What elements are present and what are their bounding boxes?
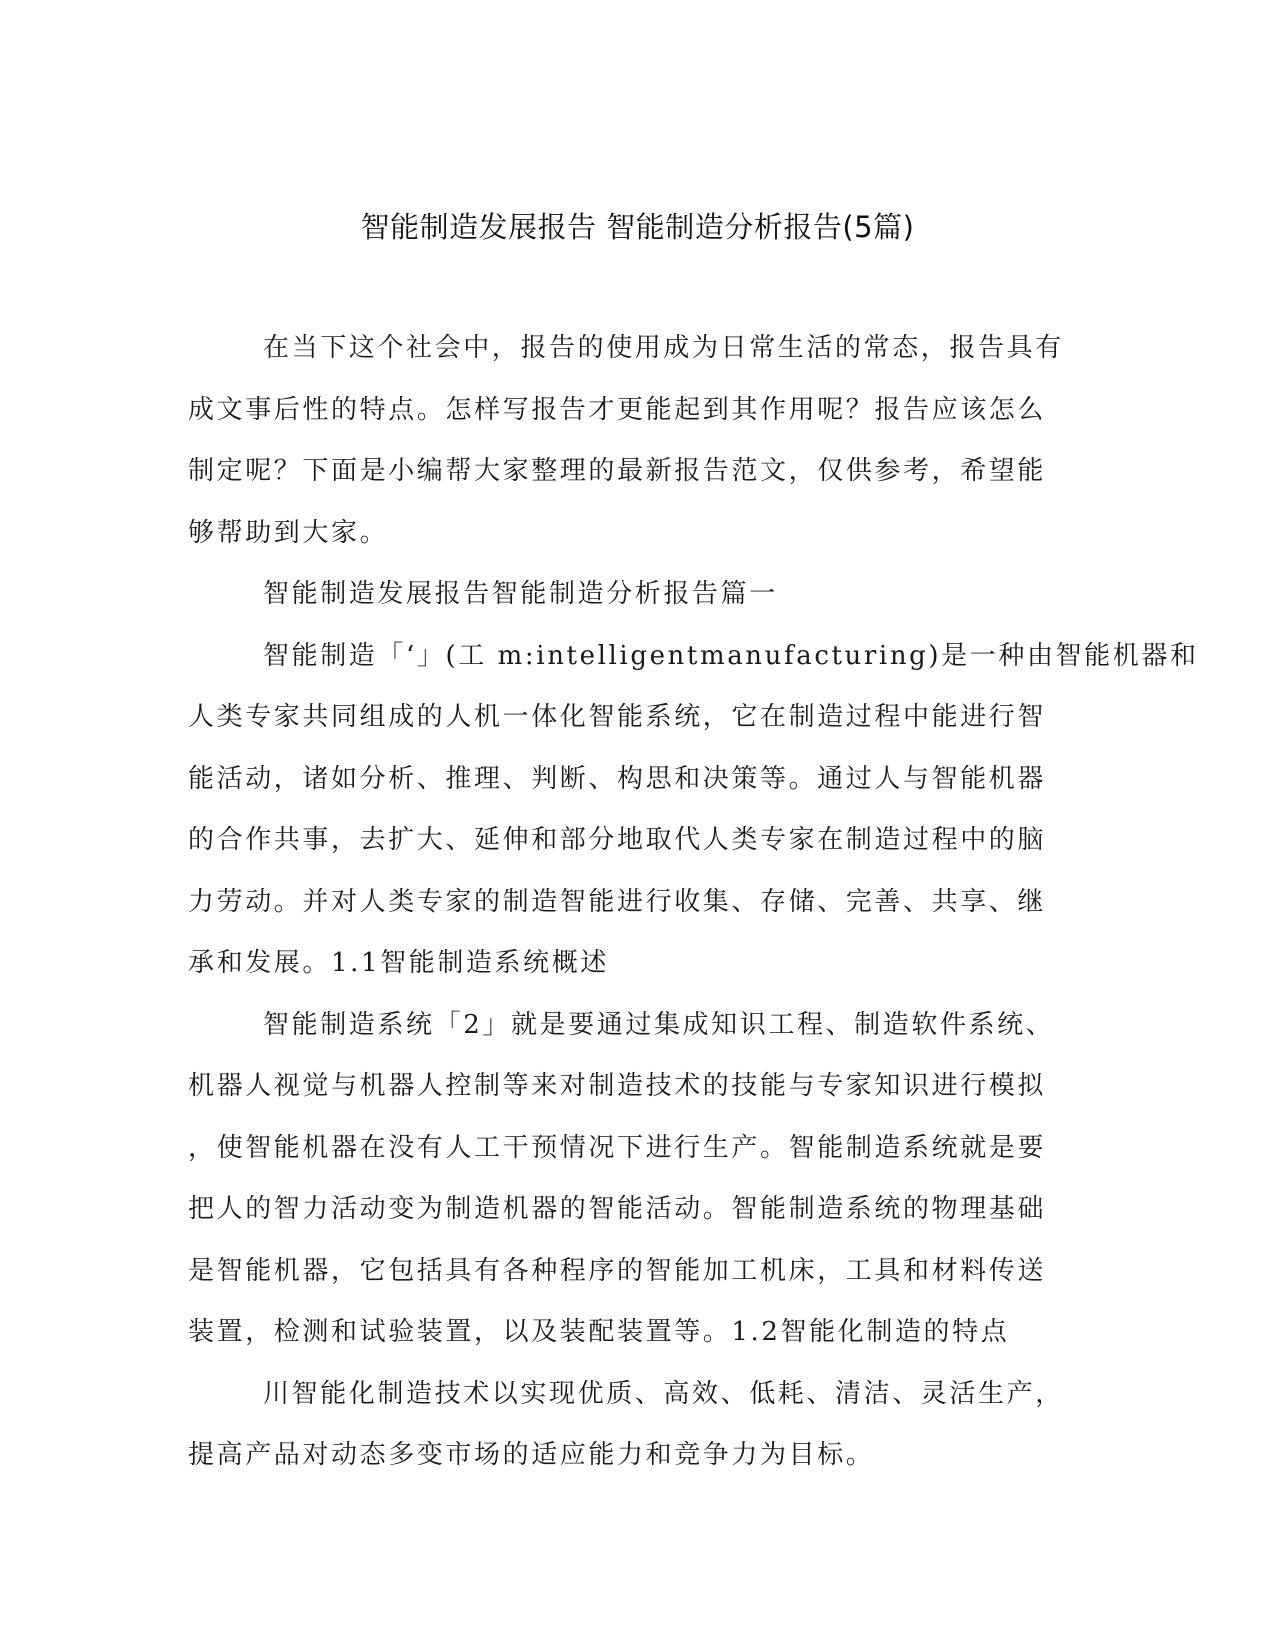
text-line: 力劳动。并对人类专家的制造智能进行收集、存储、完善、共享、继 [188,886,1047,917]
text-line: 川智能化制造技术以实现优质、高效、低耗、清洁、灵活生产， [263,1378,1064,1409]
text-line: 承和发展。1.1智能制造系统概述 [188,948,609,978]
text-line: 在当下这个社会中，报告的使用成为日常生活的常态，报告具有 [263,333,1064,363]
text-line: 够帮助到大家。 [188,517,389,548]
text-line: 制定呢？下面是小编帮大家整理的最新报告范文，仅供参考，希望能 [188,456,1047,486]
text-line: 把人的智力活动变为制造机器的智能活动。智能制造系统的物理基础 [188,1194,1047,1224]
document-body [188,330,1199,1499]
text-line: 的合作共事，去扩大、延伸和部分地取代人类专家在制造过程中的脑 [188,825,1047,855]
text-line: 装置，检测和试验装置，以及装配装置等。1.2智能化制造的特点 [188,1317,1010,1347]
text-line: 智能制造系统「2」就是要通过集成知识工程、制造软件系统、 [263,1009,1055,1040]
section-heading: 智能制造发展报告智能制造分析报告篇一 [263,579,778,609]
text-line: 成文事后性的特点。怎样写报告才更能起到其作用呢？报告应该怎么 [188,394,1047,425]
text-line: 机器人视觉与机器人控制等来对制造技术的技能与专家知识进行模拟 [188,1071,1047,1101]
text-line: 人类专家共同组成的人机一体化智能系统，它在制造过程中能进行智 [188,702,1047,732]
text-line: 提高产品对动态多变市场的适应能力和竞争力为目标。 [188,1440,875,1470]
text-line: 是智能机器，它包括具有各种程序的智能加工机床，工具和材料传送 [188,1255,1047,1286]
document-title: 智能制造发展报告 智能制造分析报告(5篇) [360,210,915,244]
text-line: ，使智能机器在没有人工干预情况下进行生产。智能制造系统就是要 [188,1132,1047,1163]
text-line: 智能制造「‘」(工 m:intelligentmanufacturing)是一种由智能机器和 [263,640,1199,671]
text-line: 能活动，诸如分析、推理、判断、构思和决策等。通过人与智能机器 [188,763,1047,794]
